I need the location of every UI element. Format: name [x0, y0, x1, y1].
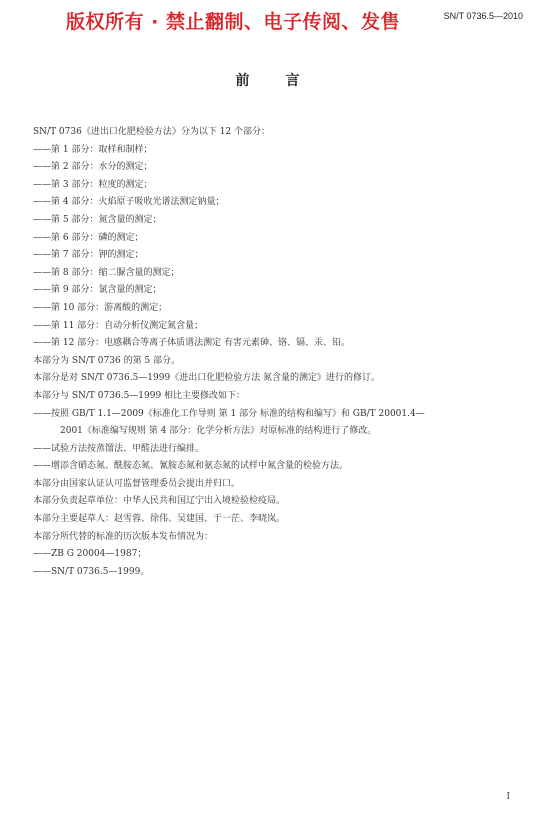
list-item: ——SN/T 0736.5—1999。: [33, 566, 150, 577]
list-item: ——第 9 部分：氯含量的测定；: [33, 285, 162, 296]
text-line: SN/T 0736《进出口化肥检验方法》分为以下 12 个部分：: [33, 127, 271, 137]
text-line: 本部分是对 SN/T 0736.5—1999《进出口化肥检验方法 氮含量的测定》进行的修订。: [33, 373, 381, 384]
list-item: ——第 1 部分：取样和制样；: [33, 144, 153, 155]
text-line: 本部分与 SN/T 0736.5—1999 相比主要修改如下：: [33, 390, 246, 401]
text-line: 本部分负责起草单位：中华人民共和国辽宁出入境检验检疫局。: [33, 496, 286, 507]
text-line: 本部分由国家认证认可监督管理委员会提出并归口。: [33, 478, 241, 489]
list-item: ——第 5 部分：氮含量的测定；: [33, 214, 162, 225]
list-item: ——ZB G 20004—1987；: [33, 549, 147, 560]
foreword-body: [33, 124, 523, 581]
list-item: ——增添含硝态氮、酰胺态氮、氰胺态氮和氨态氮的试样中氮含量的检验方法。: [33, 461, 349, 472]
page-number: I: [506, 792, 510, 802]
standard-code: SN/T 0736.5—2010: [443, 11, 523, 21]
list-item: ——第 6 部分：磷的测定；: [33, 232, 144, 243]
list-item: ——第 12 部分：电感耦合等离子体质谱法测定 有害元素砷、铬、镉、汞、铅。: [33, 338, 351, 349]
list-item: ——按照 GB/T 1.1—2009《标准化工作导则 第 1 部分 标准的结构和编写》和 GB/T 20001.4—: [33, 408, 425, 419]
page-title: 前言: [235, 73, 336, 89]
list-item: ——第 11 部分：自动分析仪测定氮含量；: [33, 320, 204, 331]
copyright-watermark: 版权所有 · 禁止翻制、电子传阅、发售: [66, 11, 400, 33]
list-item: ——第 3 部分：粒度的测定；: [33, 179, 153, 190]
text-line: 本部分为 SN/T 0736 的第 5 部分。: [33, 355, 181, 366]
text-line: 本部分主要起草人：赵雪蓉、徐伟、吴建国、于一茫、李晓岚。: [33, 514, 286, 525]
list-item: ——试验方法按蒸馏法、甲醛法进行编排。: [33, 443, 205, 454]
list-item: ——第 2 部分：水分的测定；: [33, 162, 153, 173]
list-item: ——第 7 部分：钾的测定；: [33, 250, 144, 261]
list-item: ——第 8 部分：缩二脲含量的测定；: [33, 267, 180, 278]
list-item: ——第 4 部分：火焰原子吸收光谱法测定钠量；: [33, 197, 225, 208]
list-item: ——第 10 部分：游离酸的测定；: [33, 302, 168, 313]
text-line: 本部分所代替的标准的历次版本发布情况为：: [33, 531, 214, 542]
list-item-continuation: 2001《标准编写规则 第 4 部分：化学分析方法》对原标准的结构进行了修改。: [60, 426, 377, 437]
